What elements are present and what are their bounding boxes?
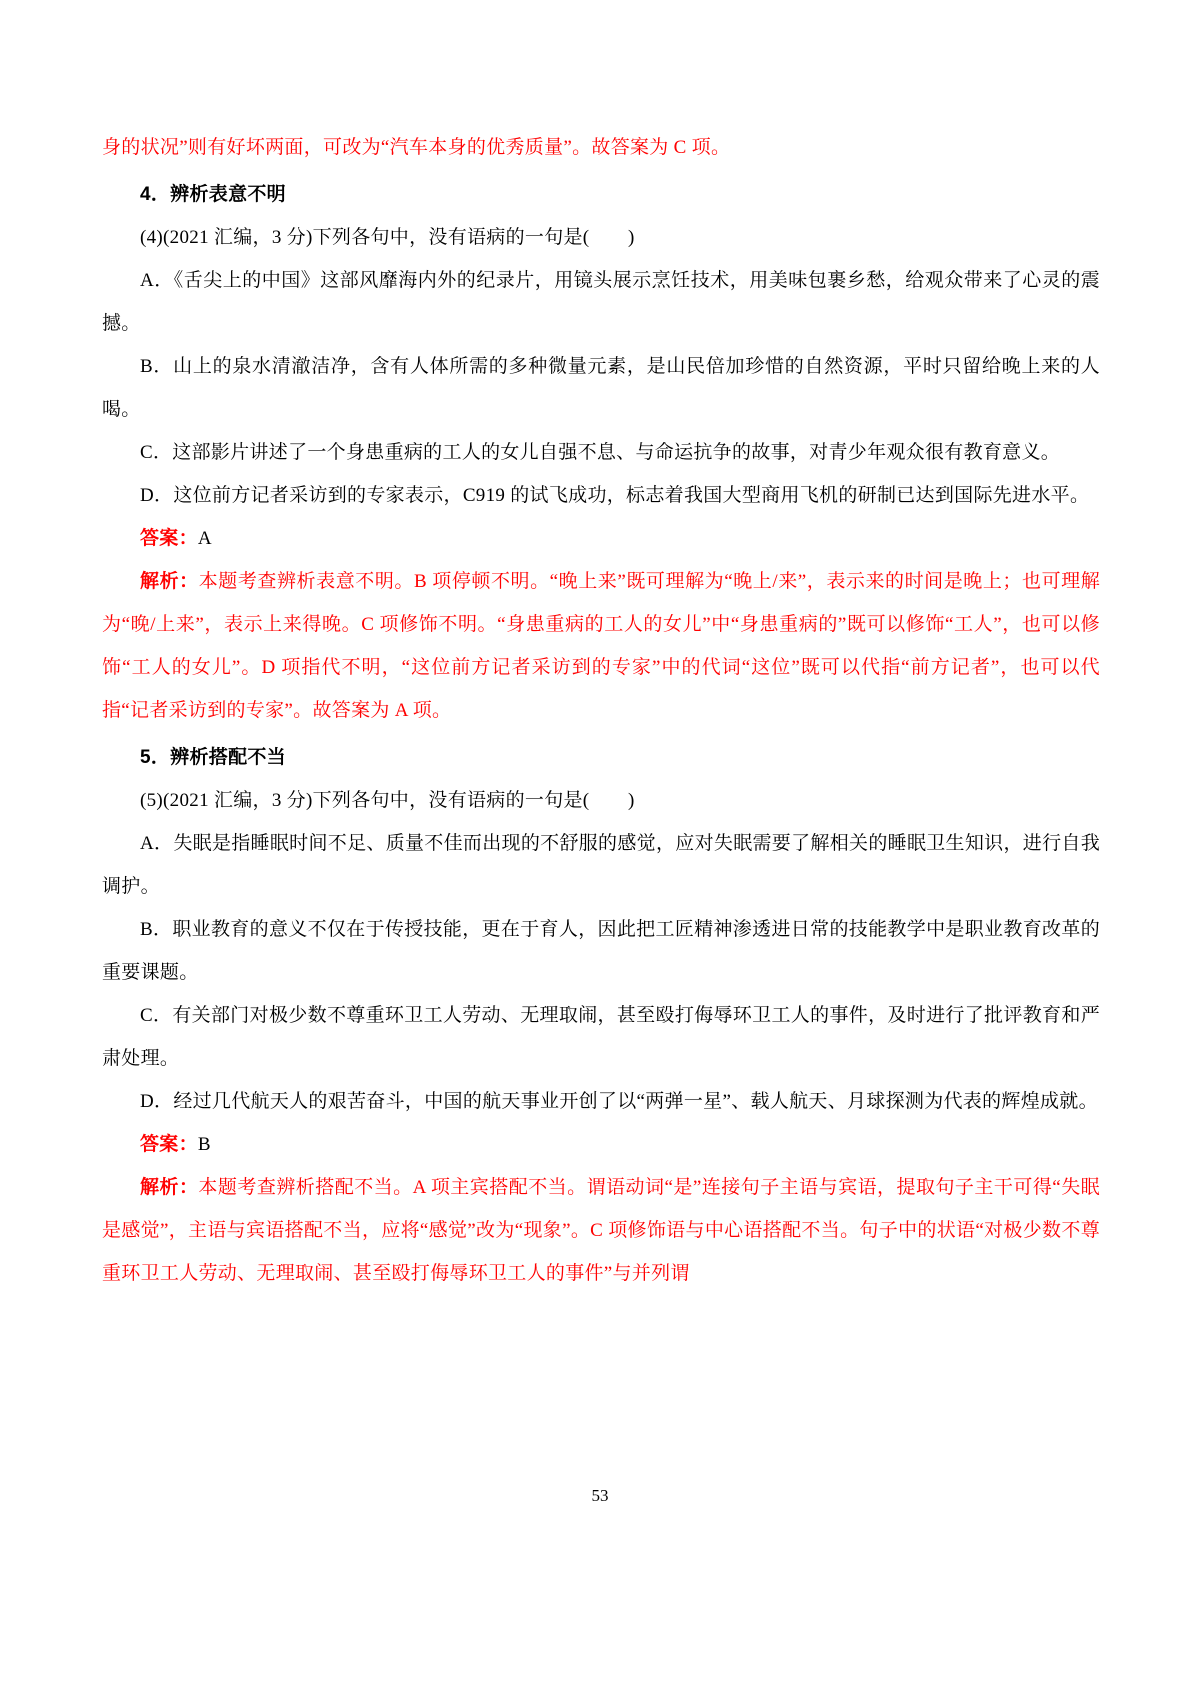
question-5-analysis: [102, 1166, 1100, 1295]
question-5-option-b: B．职业教育的意义不仅在于传授技能，更在于育人，因此把工匠精神渗透进日常的技能教学中是职业教育改革的重要课题。: [102, 919, 1100, 983]
answer-letter: A: [197, 528, 212, 549]
question-5-answer: [102, 1123, 1100, 1166]
question-4-option-b: B．山上的泉水清澈洁净，含有人体所需的多种微量元素，是山民倍加珍惜的自然资源，平时只留给晚上来的人喝。: [102, 356, 1100, 420]
question-5-stem: (5)(2021 汇编，3 分)下列各句中，没有语病的一句是( ): [140, 790, 635, 811]
question-5-option-a: A．失眠是指睡眠时间不足、质量不佳而出现的不舒服的感觉，应对失眠需要了解相关的睡眠卫生知识，进行自我调护。: [102, 833, 1100, 897]
section-heading-4: 4．辨析表意不明: [140, 184, 286, 205]
question-4-answer: [102, 517, 1100, 560]
question-5-option-d: D．经过几代航天人的艰苦奋斗，中国的航天事业开创了以“两弹一星”、载人航天、月球探测为代表的辉煌成就。: [140, 1091, 1098, 1112]
question-4-option-d: D．这位前方记者采访到的专家表示，C919 的试飞成功，标志着我国大型商用飞机的研制已达到国际先进水平。: [140, 485, 1090, 506]
question-4-option-c: C．这部影片讲述了一个身患重病的工人的女儿自强不息、与命运抗争的故事，对青少年观众很有教育意义。: [140, 442, 1061, 463]
analysis-text: 本题考查辨析表意不明。B 项停顿不明。“晚上来”既可理解为“晚上/来”，表示来的时间是晚上；也可理解为“晚/上来”，表示上来得晚。C 项修饰不明。“身患重病的工人的女儿”中“身患重病的”既可以修饰“工人”，也可以修饰“工人的女儿”。D 项指代不明，“这位前方记者采访到的专家”中的代词“这位”既可以代指“前方记者”，也可以代指“记者采访到的专家”。故答案为 A 项。: [102, 571, 1101, 721]
continuation-analysis-text: 身的状况”则有好坏两面，可改为“汽车本身的优秀质量”。故答案为 C 项。: [102, 137, 731, 158]
analysis-label: 解析：: [140, 1177, 199, 1198]
document-content: [102, 126, 1100, 1295]
question-4-option-a: A．《舌尖上的中国》这部风靡海内外的纪录片，用镜头展示烹饪技术，用美味包裹乡愁，给观众带来了心灵的震撼。: [102, 270, 1100, 334]
section-heading-5: 5．辨析搭配不当: [140, 747, 286, 768]
question-5-option-c: C．有关部门对极少数不尊重环卫工人劳动、无理取闹，甚至殴打侮辱环卫工人的事件，及时进行了批评教育和严肃处理。: [102, 1005, 1100, 1069]
answer-label: 答案：: [140, 528, 198, 549]
analysis-label: 解析：: [140, 571, 199, 592]
question-4-stem: (4)(2021 汇编，3 分)下列各句中，没有语病的一句是( ): [140, 227, 635, 248]
answer-label: 答案：: [140, 1134, 198, 1155]
answer-letter: B: [197, 1134, 211, 1155]
question-4-analysis: [102, 560, 1100, 732]
page-number: 53: [591, 1486, 609, 1505]
analysis-text: 本题考查辨析搭配不当。A 项主宾搭配不当。谓语动词“是”连接句子主语与宾语，提取句子主干可得“失眠是感觉”，主语与宾语搭配不当，应将“感觉”改为“现象”。C 项修饰语与中心语搭配不当。句子中的状语“对极少数不尊重环卫工人劳动、无理取闹、甚至殴打侮辱环卫工人的事件”与并列谓: [102, 1177, 1100, 1284]
